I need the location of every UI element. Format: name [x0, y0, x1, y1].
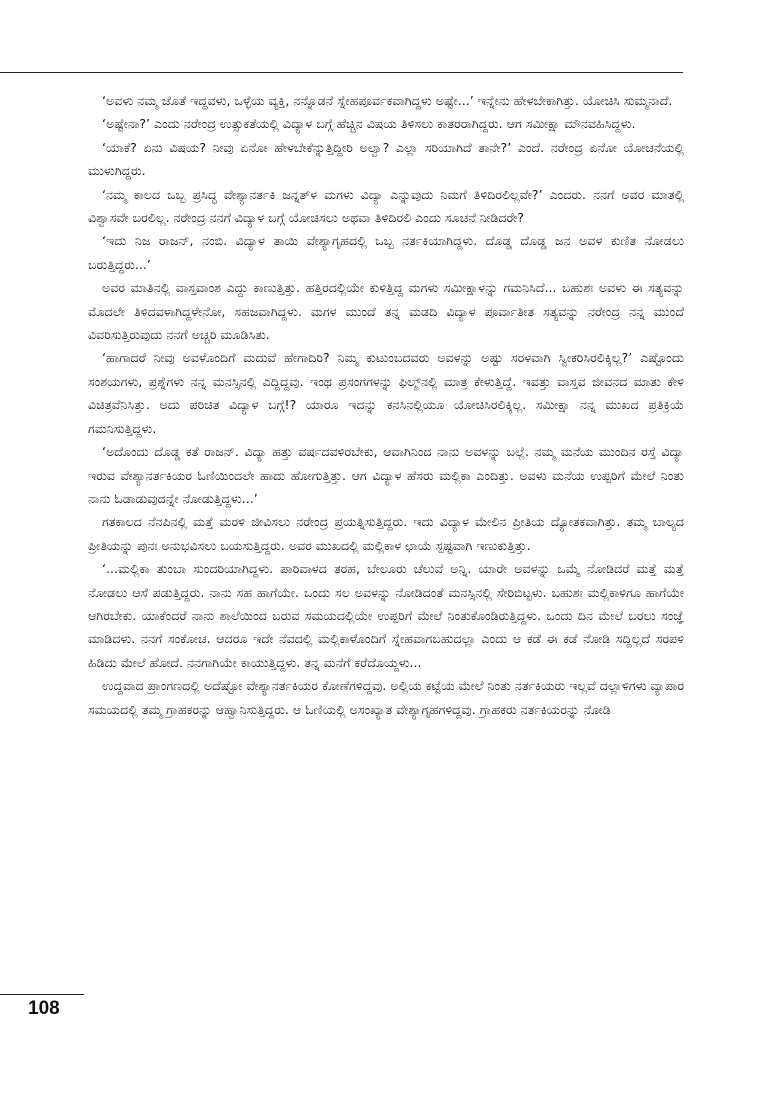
paragraph: ‘ಯಾಕೆ? ಏನು ವಿಷಯ? ನೀವು ಏನೋ ಹೇಳಬೇಕೆನ್ನುತ್ತಿದ್ದೀರಿ ಅಲ್ವಾ? ಎಲ್ಲಾ ಸರಿಯಾಗಿದೆ ತಾನೇ?’ ಎಂದೆ. ನರೇಂದ್ರ ಏನೋ ಯೋಚನೆಯಲ್ಲಿ ಮುಳುಗಿದ್ದರು.	[88, 139, 684, 179]
paragraph: ‘ಅವಳು ನಮ್ಮ ಜೊತೆ ಇದ್ದವಳು, ಒಳ್ಳೆಯ ವ್ಯಕ್ತಿ, ನನ್ನೊಡನೆ ಸ್ನೇಹಪೂರ್ವಕವಾಗಿದ್ದಳು ಅಷ್ಟೇ...’ ಇನ್ನೇನು ಹೇಳಬೇಕಾಗಿತ್ತು. ಯೋಚಿಸಿ ಸುಮ್ಮನಾದೆ.	[102, 93, 673, 108]
paragraph: ಅವರ ಮಾತಿನಲ್ಲಿ ವಾಸ್ತವಾಂಶ ಎದ್ದು ಕಾಣುತ್ತಿತ್ತು. ಹತ್ತಿರದಲ್ಲಿಯೇ ಕುಳಿತ್ತಿದ್ದ ಮಗಳು ಸಮೀಕ್ಷಾಳನ್ನು ಗಮನಿಸಿದೆ... ಬಹುಶಃ ಅವಳು ಈ ಸತ್ಯವನ್ನು ಮೊದಲೇ ತಿಳಿದವಳಾಗಿದ್ದಳೇನೋ, ಸಹಜವಾಗಿದ್ದಳು. ಮಗಳ ಮುಂದೆ ತನ್ನ ಮಡದಿ ವಿದ್ಯಾಳ ಪೂರ್ವಾತೀತ ಸತ್ಯವನ್ನು ನರೇಂದ್ರ ನನ್ನ ಮುಂದೆ ವಿವರಿಸುತ್ತಿರುವುದು ನನಗೆ ಅಚ್ಚರಿ ಮೂಡಿಸಿತು.	[88, 280, 684, 343]
paragraph: ‘ಅಷ್ಟೇನಾ?’ ಎಂದು ನರೇಂದ್ರ ಉತ್ಸುಕತೆಯಲ್ಲಿ ವಿದ್ಯಾಳ ಬಗ್ಗೆ ಹೆಚ್ಚಿನ ವಿಷಯ ತಿಳಿಸಲು ಕಾತರರಾಗಿದ್ದರು. ಆಗ ಸಮೀಕ್ಷಾ ಮೌನವಹಿಸಿದ್ದಳು.	[102, 116, 636, 132]
page-number: 108	[28, 998, 60, 1019]
paragraph: ‘...ಮಲ್ಲಿಕಾ ತುಂಬಾ ಸುಂದರಿಯಾಗಿದ್ದಳು. ಪಾರಿವಾಳದ ತರಹ, ಬೇಲೂರು ಚೆಲುವೆ ಅನ್ನಿ. ಯಾರೇ ಅವಳನ್ನು ಒಮ್ಮೆ ನೋಡಿದರೆ ಮತ್ತೆ ಮತ್ತೆ ನೋಡಲು ಆಸೆ ಪಡುತ್ತಿದ್ದರು. ನಾನು ಸಹ ಹಾಗೆಯೇ. ಒಂದು ಸಲ ಅವಳನ್ನು ನೋಡಿದಂತೆ ಮನಸ್ಸಿನಲ್ಲಿ ಸೇರಿಬಿಟ್ಟಳು. ಬಹುಶಃ ಮಲ್ಲಿಕಾಳಿಗೂ ಹಾಗೆಯೇ ಆಗಿರಬೇಕು. ಯಾಕೆಂದರೆ ನಾನು ಶಾಲೆಯಿಂದ ಬರುವ ಸಮಯದಲ್ಲಿಯೇ ಉಪ್ಪರಿಗೆ ಮೇಲೆ ನಿಂತುಕೊಂಡಿರುತ್ತಿದ್ದಳು. ಒಂದು ದಿನ ಮೇಲೆ ಬರಲು ಸಂಜ್ಞೆ ಮಾಡಿದಳು. ನನಗೆ ಸಂಕೋಚ. ಆದರೂ ಇದೇ ನೆವದಲ್ಲಿ ಮಲ್ಲಿಕಾಳೊಂದಿಗೆ ಸ್ನೇಹವಾಗಬಹುದಲ್ಲಾ ಎಂದು ಆ ಕಡೆ ಈ ಕಡೆ ನೋಡಿ ಸದ್ದಿಲ್ಲದೆ ಸರಪಳಿ ಹಿಡಿದು ಮೇಲೆ ಹೋದೆ. ನನಗಾಗಿಯೇ ಕಾಯುತ್ತಿದ್ದಳು. ತನ್ನ ಮನೆಗೆ ಕರೆದೊಯ್ದಳು...	[88, 561, 684, 670]
footer-rule	[0, 994, 84, 995]
paragraph: ಉದ್ದವಾದ ಪ್ರಾಂಗಣದಲ್ಲಿ ಅದೆಷ್ಟೋ ವೇಶ್ಯಾನರ್ತಕಿಯರ ಕೋಣೆಗಳಿದ್ದವು. ಅಲ್ಲಿಯ ಕಟ್ಟೆಯ ಮೇಲೆ ನಿಂತು ನರ್ತಕಿಯರು ಇಲ್ಲವೆ ದಲ್ಲಾಳಿಗಳು ವ್ಯಾಪಾರ ಸಮಯದಲ್ಲಿ ತಮ್ಮ ಗ್ರಾಹಕರನ್ನು ಆಹ್ವಾನಿಸುತ್ತಿದ್ದರು. ಆ ಓಣಿಯಲ್ಲಿ ಅಸಂಖ್ಯಾತ ವೇಶ್ಯಾಗೃಹಗಳಿದ್ದವು. ಗ್ರಾಹಕರು ನರ್ತಕಿಯರನ್ನು ನೋಡಿ	[88, 678, 684, 717]
paragraph: ‘ನಮ್ಮ ಕಾಲದ ಒಬ್ಬ ಪ್ರಸಿದ್ಧ ವೇಶ್ಯಾನರ್ತಕಿ ಜನ್ನತ್‌ಳ ಮಗಳು ವಿದ್ಯಾ ಎನ್ನುವುದು ನಿಮಗೆ ತಿಳಿದಿರಲಿಲ್ಲವೇ?’ ಎಂದರು. ನನಗೆ ಅವರ ಮಾತಲ್ಲಿ ವಿಶ್ವಾಸವೇ ಬರಲಿಲ್ಲ. ನರೇಂದ್ರ ನನಗೆ ವಿದ್ಯಾಳ ಬಗ್ಗೆ ಯೋಚಿಸಲು ಅಥವಾ ತಿಳಿದಿರಲಿ ಎಂದು ಸೂಚನೆ ನೀಡಿದರೇ?	[88, 186, 684, 226]
paragraph: ಗತಕಾಲದ ನೆನಪಿನಲ್ಲಿ ಮತ್ತೆ ಮರಳಿ ಜೀವಿಸಲು ನರೇಂದ್ರ ಪ್ರಯತ್ನಿಸುತ್ತಿದ್ದರು. ಇದು ವಿದ್ಯಾಳ ಮೇಲಿನ ಪ್ರೀತಿಯ ದ್ಯೋತಕವಾಗಿತ್ತು. ತಮ್ಮ ಬಾಲ್ಯದ ಪ್ರೀತಿಯನ್ನು ಪುನಃ ಅನುಭವಿಸಲು ಬಯಸುತ್ತಿದ್ದರು. ಅವರ ಮುಖದಲ್ಲಿ ಮಲ್ಲಿಕಾಳ ಛಾಯೆ ಸ್ಪಷ್ಟವಾಗಿ ಇಣುಕುತ್ತಿತ್ತು.	[88, 514, 684, 553]
body-text	[88, 89, 684, 721]
paragraph: ‘ಹಾಗಾದರೆ ನೀವು ಅವಳೊಂದಿಗೆ ಮದುವೆ ಹೇಗಾದಿರಿ? ನಿಮ್ಮ ಕುಟುಂಬದವರು ಅವಳನ್ನು ಅಷ್ಟು ಸರಳವಾಗಿ ಸ್ವೀಕರಿಸಿರಲಿಕ್ಕಿಲ್ಲ?’ ಎಷ್ಟೊಂದು ಸಂಶಯಗಳು, ಪ್ರಶ್ನೆಗಳು ನನ್ನ ಮನಸ್ಸಿನಲ್ಲಿ ಎದ್ದಿದ್ದವು. ಇಂಥ ಪ್ರಸಂಗಗಳನ್ನು ಫಿಲ್ಮ್‌ನಲ್ಲಿ ಮಾತ್ರ ಕೇಳುತ್ತಿದ್ದೆ. ಇವತ್ತು ವಾಸ್ತವ ಜೀವನದ ಮಾತು ಕೇಳಿ ವಿಚಿತ್ರವೆನಿಸಿತ್ತು. ಅದು ಪರಿಚಿತ ವಿದ್ಯಾಳ ಬಗ್ಗೆ!? ಯಾರೂ ಇದನ್ನು ಕನಸಿನಲ್ಲಿಯೂ ಯೋಚಿಸಿರಲಿಕ್ಕಿಲ್ಲ. ಸಮೀಕ್ಷಾ ನನ್ನ ಮುಖದ ಪ್ರತಿಕ್ರಿಯೆ ಗಮನಿಸುತ್ತಿದ್ದಳು.	[88, 350, 684, 436]
header-rule	[0, 72, 683, 73]
paragraph: ‘ಅದೊಂದು ದೊಡ್ಡ ಕತೆ ರಾಜನ್. ವಿದ್ಯಾ ಹತ್ತು ವರ್ಷದವಳಿರಬೇಕು, ಆವಾಗಿನಿಂದ ನಾನು ಅವಳನ್ನು ಬಲ್ಲೆ. ನಮ್ಮ ಮನೆಯ ಮುಂದಿನ ರಸ್ತೆ ವಿದ್ಯಾ ಇರುವ ವೇಶ್ಯಾನರ್ತಕಿಯರ ಓಣಿಯಿಂದಲೇ ಹಾದು ಹೋಗುತ್ತಿತ್ತು. ಆಗ ವಿದ್ಯಾಳ ಹೆಸರು ಮಲ್ಲಿಕಾ ಎಂದಿತ್ತು. ಅವಳು ಮನೆಯ ಉಪ್ಪರಿಗೆ ಮೇಲೆ ನಿಂತು ನಾನು ಓಡಾಡುವುದನ್ನೇ ನೋಡುತ್ತಿದ್ದಳು...’	[88, 444, 684, 506]
paragraph: ‘ಇದು ನಿಜ ರಾಜನ್, ನಂಬಿ. ವಿದ್ಯಾಳ ತಾಯಿ ವೇಶ್ಯಾಗೃಹದಲ್ಲಿ ಒಬ್ಬ ನರ್ತಕಿಯಾಗಿದ್ದಳು. ದೊಡ್ಡ ದೊಡ್ಡ ಜನ ಅವಳ ಕುಣಿತ ನೋಡಲು ಬರುತ್ತಿದ್ದರು...’	[88, 233, 684, 272]
